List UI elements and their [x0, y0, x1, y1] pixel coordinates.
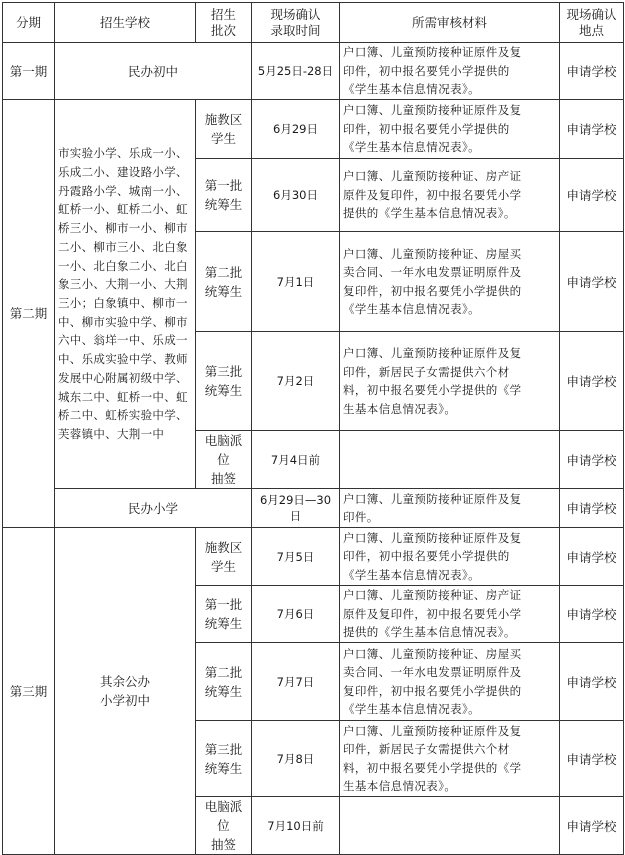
materials-cell: 户口簿、儿童预防接种证、房产证 原件及复印件，初中报名要凭小学 提供的《学生基本信息情况表》。 — [340, 586, 560, 643]
materials-cell: 户口簿、儿童预防接种证原件及复 印件，初中报名要凭小学提供的 《学生基本信息情况表》。 — [340, 43, 560, 100]
school-cell: 其余公办 小学初中 — [55, 528, 196, 855]
materials-cell: 户口簿、儿童预防接种证原件及复 印件，新居民子女需提供六个材 料，初中报名要凭小学提供的《学 生基本信息情况表》。 — [340, 721, 560, 797]
location-cell: 申请学校 — [560, 528, 624, 586]
school-cell: 民办小学 — [55, 489, 252, 528]
location-cell: 申请学校 — [560, 431, 624, 489]
materials-cell: 户口簿、儿童预防接种证原件及复 印件，初中报名要凭小学提供的 《学生基本信息情况表》。 — [340, 528, 560, 586]
location-cell: 申请学校 — [560, 232, 624, 332]
period-cell: 第一期 — [3, 43, 55, 100]
materials-cell: 户口簿、儿童预防接种证、房产证 原件及复印件，初中报名要凭小学 提供的《学生基本信息情况表》。 — [340, 159, 560, 232]
location-cell: 申请学校 — [560, 643, 624, 721]
location-cell: 申请学校 — [560, 721, 624, 797]
batch-cell: 第一批 统筹生 — [196, 586, 252, 643]
period-cell: 第三期 — [3, 528, 55, 855]
location-cell: 申请学校 — [560, 43, 624, 100]
location-cell: 申请学校 — [560, 489, 624, 528]
table-row — [3, 43, 624, 100]
batch-cell: 施教区 学生 — [196, 528, 252, 586]
time-cell: 7月8日 — [252, 721, 340, 797]
time-cell: 7月4日前 — [252, 431, 340, 489]
school-list-cell: 市实验小学、乐成一小、乐成二小、建设路小学、丹霞路小学、城南一小、虹桥一小、虹桥二小、虹桥三小、柳市一小、柳市二小、柳市三小、北白象一小、北白象二小、北白象三小、大荆一小、大荆三小；白象镇中、柳市一中、柳市实验中学、柳市六中、翁垟一中、乐成一中、乐成实验中学、教师发展中心附属初级中学、城东二中、虹桥一中、虹桥二中、虹桥实验中学、芙蓉镇中、大荆一中 — [55, 100, 196, 489]
header-location: 现场确认 地点 — [560, 3, 624, 43]
time-cell: 7月6日 — [252, 586, 340, 643]
school-cell: 民办初中 — [55, 43, 252, 100]
header-time: 现场确认 录取时间 — [252, 3, 340, 43]
header-materials: 所需审核材料 — [340, 3, 560, 43]
time-cell: 7月5日 — [252, 528, 340, 586]
location-cell: 申请学校 — [560, 100, 624, 159]
header-period: 分期 — [3, 3, 55, 43]
materials-cell: 户口簿、儿童预防接种证、房屋买 卖合同、一年水电发票证明原件及 复印件，初中报名要凭小学提供的 《学生基本信息情况表》。 — [340, 232, 560, 332]
time-cell: 7月7日 — [252, 643, 340, 721]
materials-cell: 户口簿、儿童预防接种证原件及复 印件，新居民子女需提供六个材 料，初中报名要凭小学提供的《学 生基本信息情况表》。 — [340, 332, 560, 431]
header-batch: 招生 批次 — [196, 3, 252, 43]
location-cell: 申请学校 — [560, 159, 624, 232]
time-cell: 6月29日 — [252, 100, 340, 159]
materials-cell: 户口簿、儿童预防接种证原件及复 印件，初中报名要凭小学提供的 《学生基本信息情况表》。 — [340, 100, 560, 159]
materials-cell — [340, 431, 560, 489]
time-cell: 7月1日 — [252, 232, 340, 332]
enrollment-schedule-table — [2, 2, 624, 855]
header-row — [3, 3, 624, 43]
batch-cell: 电脑派位 抽签 — [196, 431, 252, 489]
batch-cell: 第二批 统筹生 — [196, 232, 252, 332]
batch-cell: 第二批 统筹生 — [196, 643, 252, 721]
location-cell: 申请学校 — [560, 586, 624, 643]
time-cell: 6月30日 — [252, 159, 340, 232]
batch-cell: 第三批 统筹生 — [196, 721, 252, 797]
table-row — [3, 489, 624, 528]
header-school: 招生学校 — [55, 3, 196, 43]
batch-cell: 电脑派位 抽签 — [196, 797, 252, 855]
time-cell: 7月10日前 — [252, 797, 340, 855]
batch-cell: 施教区 学生 — [196, 100, 252, 159]
materials-cell — [340, 797, 560, 855]
time-cell: 7月2日 — [252, 332, 340, 431]
location-cell: 申请学校 — [560, 797, 624, 855]
batch-cell: 第三批 统筹生 — [196, 332, 252, 431]
location-cell: 申请学校 — [560, 332, 624, 431]
materials-cell: 户口簿、儿童预防接种证原件及复 印件。 — [340, 489, 560, 528]
time-cell: 5月25日-28日 — [252, 43, 340, 100]
table-row — [3, 100, 624, 159]
materials-cell: 户口簿、儿童预防接种证、房屋买 卖合同、一年水电发票证明原件及 复印件，初中报名要凭小学提供的 《学生基本信息情况表》。 — [340, 643, 560, 721]
time-cell: 6月29日—30日 — [252, 489, 340, 528]
table-row — [3, 528, 624, 586]
batch-cell: 第一批 统筹生 — [196, 159, 252, 232]
period-cell: 第二期 — [3, 100, 55, 528]
